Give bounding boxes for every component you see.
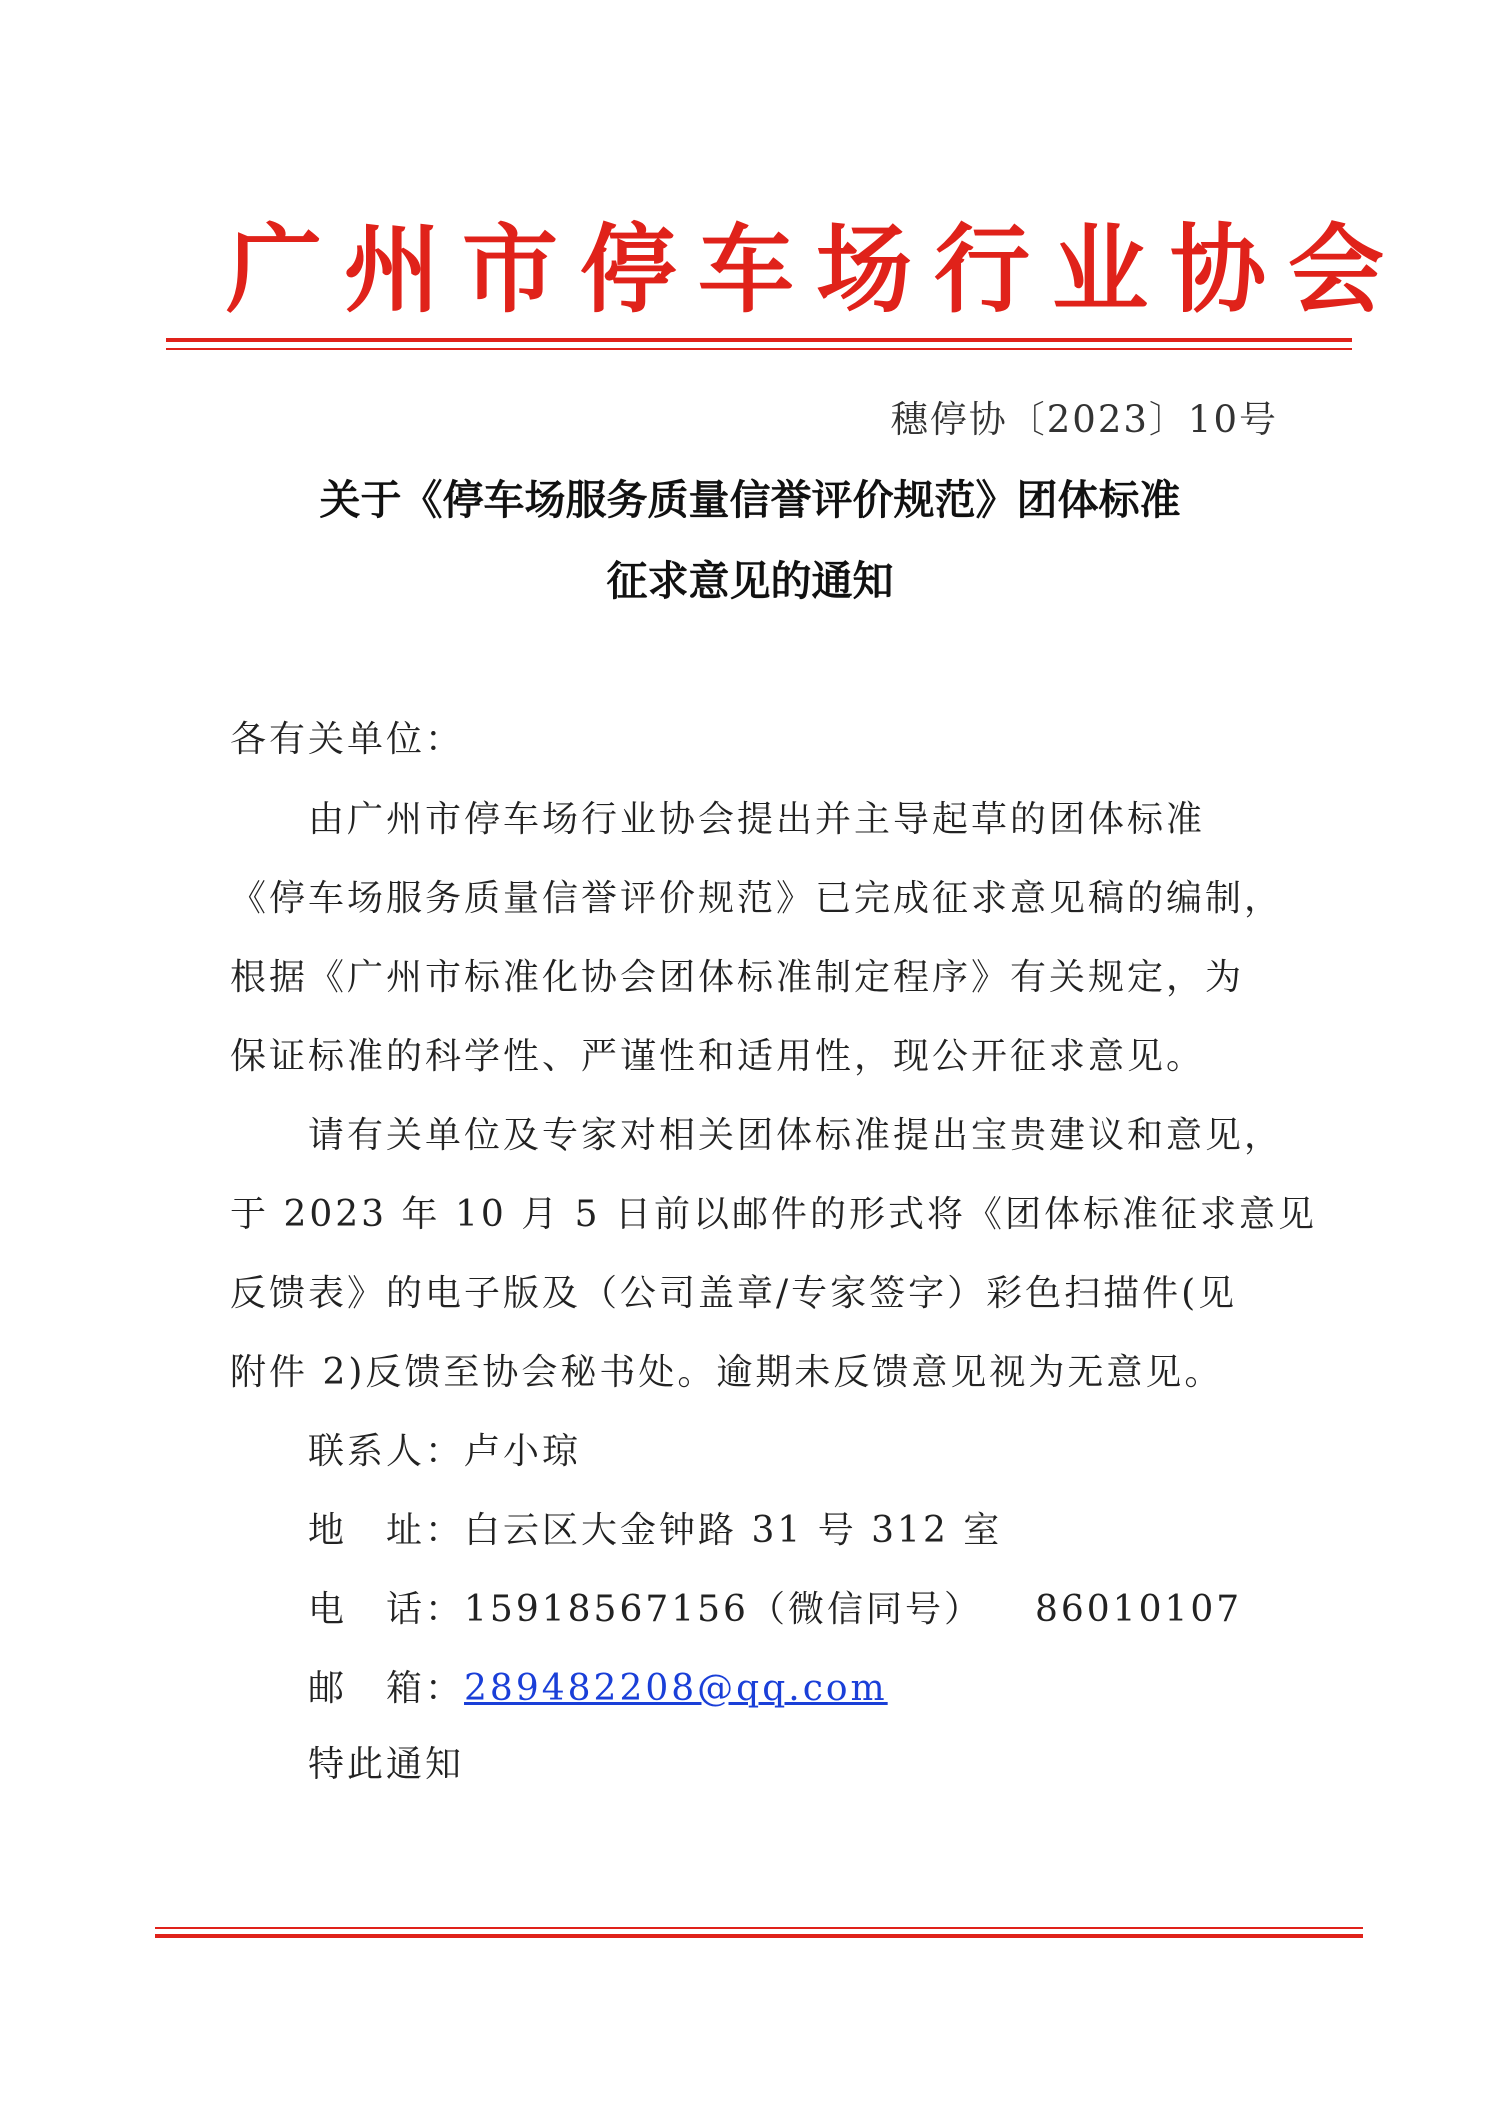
notice-title-line-1: 关于《停车场服务质量信誉评价规范》团体标准 [319,476,1181,524]
paragraph-2-line-3: 反馈表》的电子版及（公司盖章/专家签字）彩色扫描件(见 [230,1273,1238,1314]
footer-rule-thin [155,1927,1363,1929]
notice-title-line-2: 征求意见的通知 [606,557,894,605]
email-line [308,1661,888,1717]
paragraph-2-line-2: 于 2023 年 10 月 5 日前以邮件的形式将《团体标准征求意见 [230,1194,1317,1235]
salutation: 各有关单位： [230,719,465,760]
paragraph-2-line-1: 请有关单位及专家对相关团体标准提出宝贵建议和意见， [308,1115,1284,1156]
document-number: 穗停协〔2023〕10号 [890,398,1278,441]
email-link[interactable]: 289482208@qq.com [464,1668,888,1709]
closing-text: 特此通知 [308,1744,465,1785]
paragraph-1-line-1: 由广州市停车场行业协会提出并主导起草的团体标准 [308,799,1206,840]
address-line [308,1503,1002,1559]
paragraph-1-line-3: 根据《广州市标准化协会团体标准制定程序》有关规定，为 [230,957,1245,998]
contact-person-label: 联系人： [308,1431,465,1472]
address-value: 白云区大金钟路 31 号 312 室 [464,1510,1003,1551]
header-rule-thick [166,338,1352,342]
phone-label: 电 话： [308,1589,465,1630]
phone-line [308,1582,1242,1638]
phone-value-2: 86010107 [1034,1589,1243,1630]
email-label: 邮 箱： [308,1668,465,1709]
footer-rule-thick [155,1934,1363,1938]
contact-person-value: 卢小琼 [464,1431,582,1472]
phone-value: 15918567156（微信同号） [464,1589,983,1630]
paragraph-1-line-4: 保证标准的科学性、严谨性和适用性，现公开征求意见。 [230,1036,1206,1077]
contact-person-line [308,1424,581,1480]
paragraph-2-line-4: 附件 2)反馈至协会秘书处。逾期未反馈意见视为无意见。 [230,1352,1224,1393]
header-rule-thin [166,348,1352,350]
organization-header: 广州市停车场行业协会 [226,214,1406,326]
paragraph-1-line-2: 《停车场服务质量信誉评价规范》已完成征求意见稿的编制， [230,878,1284,919]
address-label: 地 址： [308,1510,465,1551]
